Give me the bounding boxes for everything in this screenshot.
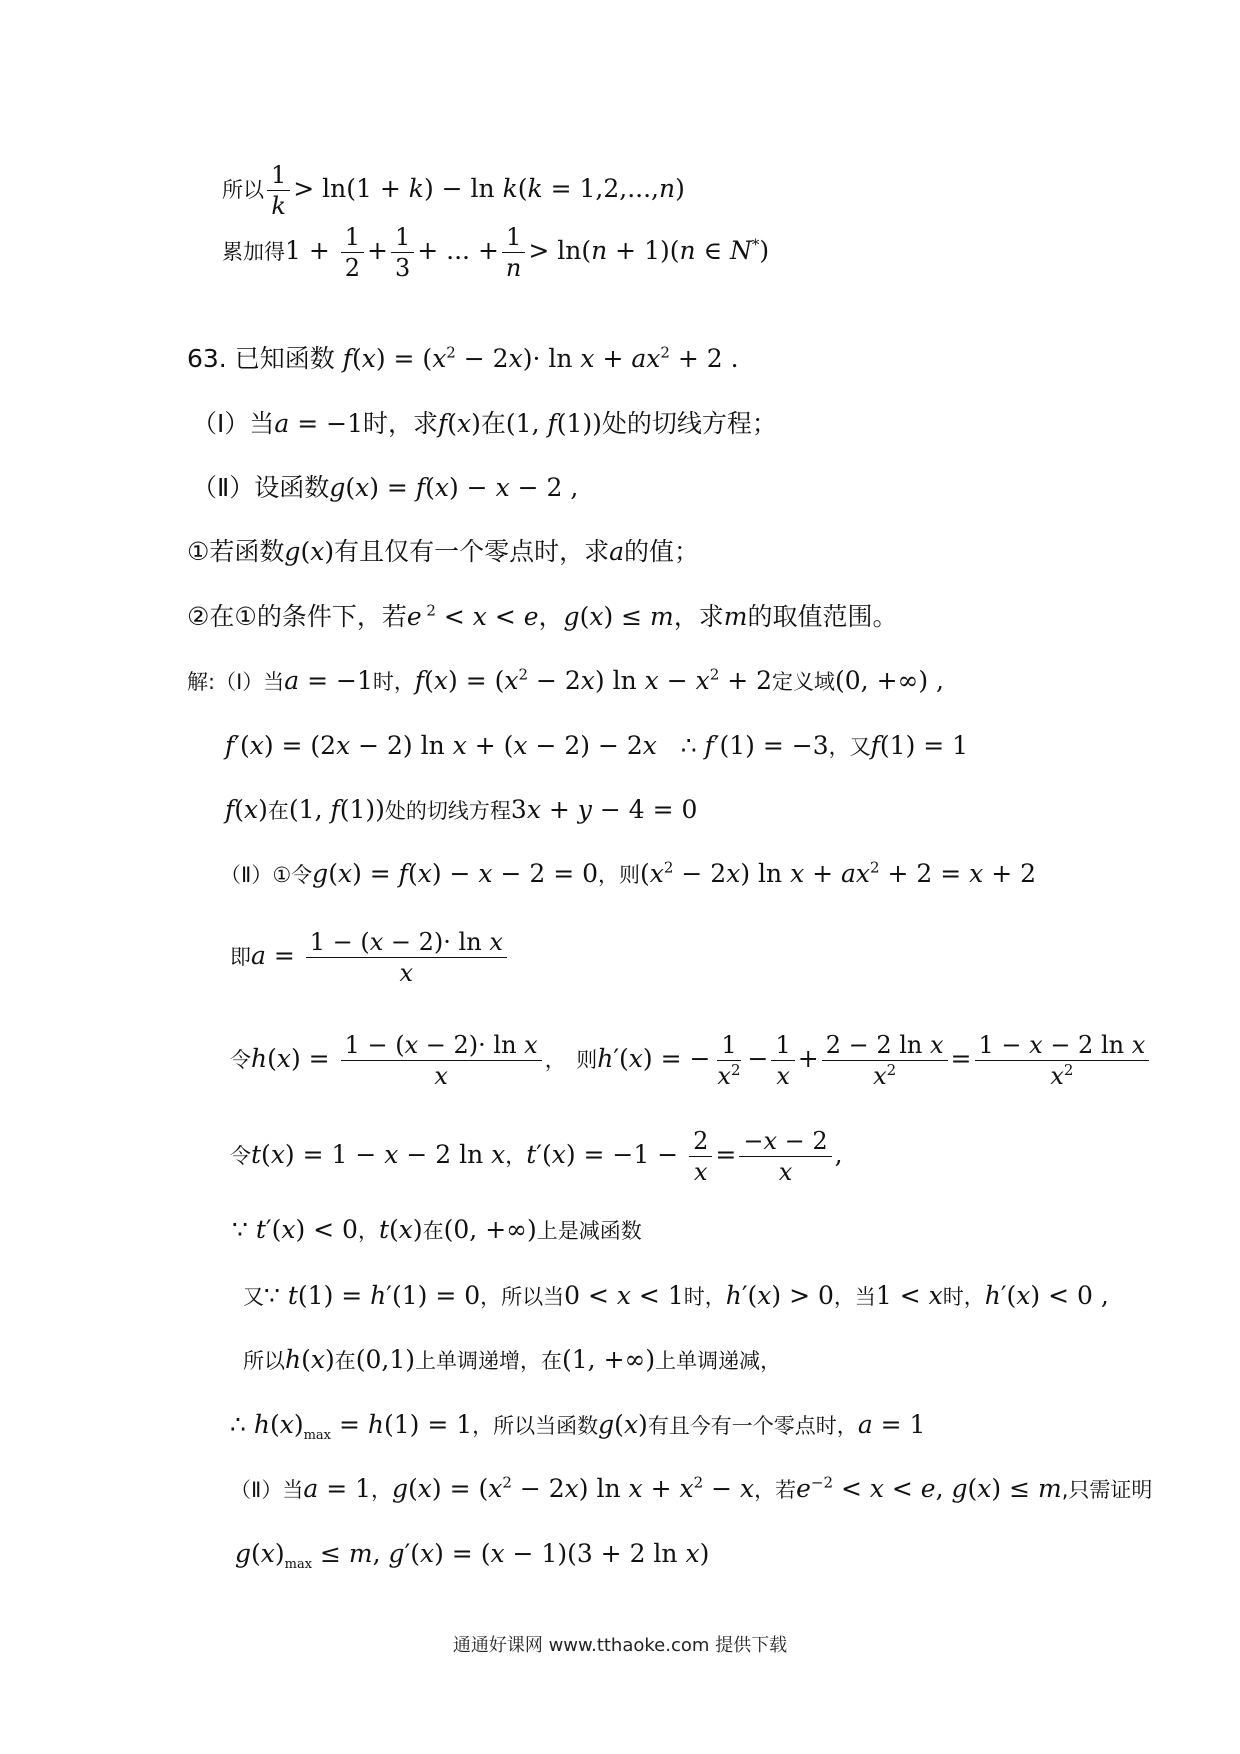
problem-part-2: （Ⅱ）设函数g(x) = f(x) − x − 2 , xyxy=(192,473,579,502)
text: 所以 xyxy=(222,178,264,202)
solution-line-6: 令h(x) = $\frac{\text{1 − (x − 2)· ln x}}{x}$ ， 则h′(x) = − $\frac{1}{x^2}$ − $\frac{1}{x}$ + $\frac{\text{2 − 2 ln x}}{x^2}$ = $\frac{\text{1 − x − 2 ln x}}{x^2}$ xyxy=(230,1030,1152,1091)
solution-line-10: 所以h(x)在(0,1)上单调递增，在(1, +∞)上单调递减， xyxy=(243,1345,782,1374)
page-footer: 通通好课网 www.tthaoke.com 提供下载 xyxy=(452,1635,788,1656)
solution-line-2: f′(x) = (2x − 2) ln x + (x − 2) − 2x ∴ f′(1) = −3，又f(1) = 1 xyxy=(225,731,969,760)
solution-line-11: ∴ $h(x)_{max} = h(1) = 1$，所以当函数g(x)有且今有一个零点时，a = 1 xyxy=(230,1410,926,1443)
solution-line-5: 即a = $\frac{\text{1 − (x − 2)· ln x}}{x}$ xyxy=(230,927,510,988)
solution-line-12: （Ⅱ）当a = 1，$g(x) = (x^2 - 2x)$ $\ln x + x^2 - x$，若$e^{-2} < x < e$, g(x) ≤ m,只需证明 xyxy=(230,1473,1153,1503)
problem-part-1: （Ⅰ）当a = −1时，求f(x)在(1, f(1))处的切线方程； xyxy=(192,409,777,438)
problem-question-1: ①若函数g(x)有且仅有一个零点时，求a的值； xyxy=(187,537,700,566)
solution-line-4: （Ⅱ）①令g(x) = f(x) − x − 2 = 0，则$(x^2 - 2x)$ $\ln x + ax^2 + 2 = x + 2$ xyxy=(220,858,1037,888)
solution-line-9: 又∵ t(1) = h′(1) = 0，所以当0 < x < 1时，h′(x) > 0，当1 < x时，h′(x) < 0 , xyxy=(243,1281,1109,1310)
solution-line-1: 解:（Ⅰ）当a = −1时，$f(x) = (x^2 - 2x)$ $\ln x - x^2 + 2$定义域(0, +∞) , xyxy=(187,665,944,695)
solution-line-7: 令t(x) = 1 − x − 2 ln x，t′(x) = −1 − $\frac{2}{x}$ = $\frac{-x - 2}{x}$ , xyxy=(230,1127,843,1186)
problem-stem: 63. 已知函数 $f(x) = (x^2 - 2x)\cdot \ln x + ax^2 + 2$ . xyxy=(187,343,739,373)
problem-number: 63. xyxy=(187,344,227,373)
solution-line-8: ∵ t′(x) < 0，t(x)在(0, +∞)上是减函数 xyxy=(232,1215,642,1244)
solution-line-3: f(x)在(1, f(1))处的切线方程3x + y − 4 = 0 xyxy=(225,795,698,824)
continuation-line-2: 累加得1 + $\frac{1}{2}$ + $\frac{1}{3}$ + ... + $\frac{1}{n}$ > ln(n + 1)(n ∈ N*) xyxy=(222,223,770,282)
text: 累加得 xyxy=(222,240,285,264)
solution-line-13: $g(x)_{max} \le m$, g′(x) = (x − 1)(3 + 2 ln x) xyxy=(235,1539,710,1572)
problem-question-2: ②在①的条件下，若e $^2$ < x < e，g(x) ≤ m，求m的取值范围。 xyxy=(187,601,898,631)
continuation-line-1: 所以 $\frac{1}{k}$ > ln(1 + k) − ln k(k = 1,2,...,n) xyxy=(222,161,685,220)
fraction: $\frac{1}{k}$ xyxy=(267,160,290,221)
